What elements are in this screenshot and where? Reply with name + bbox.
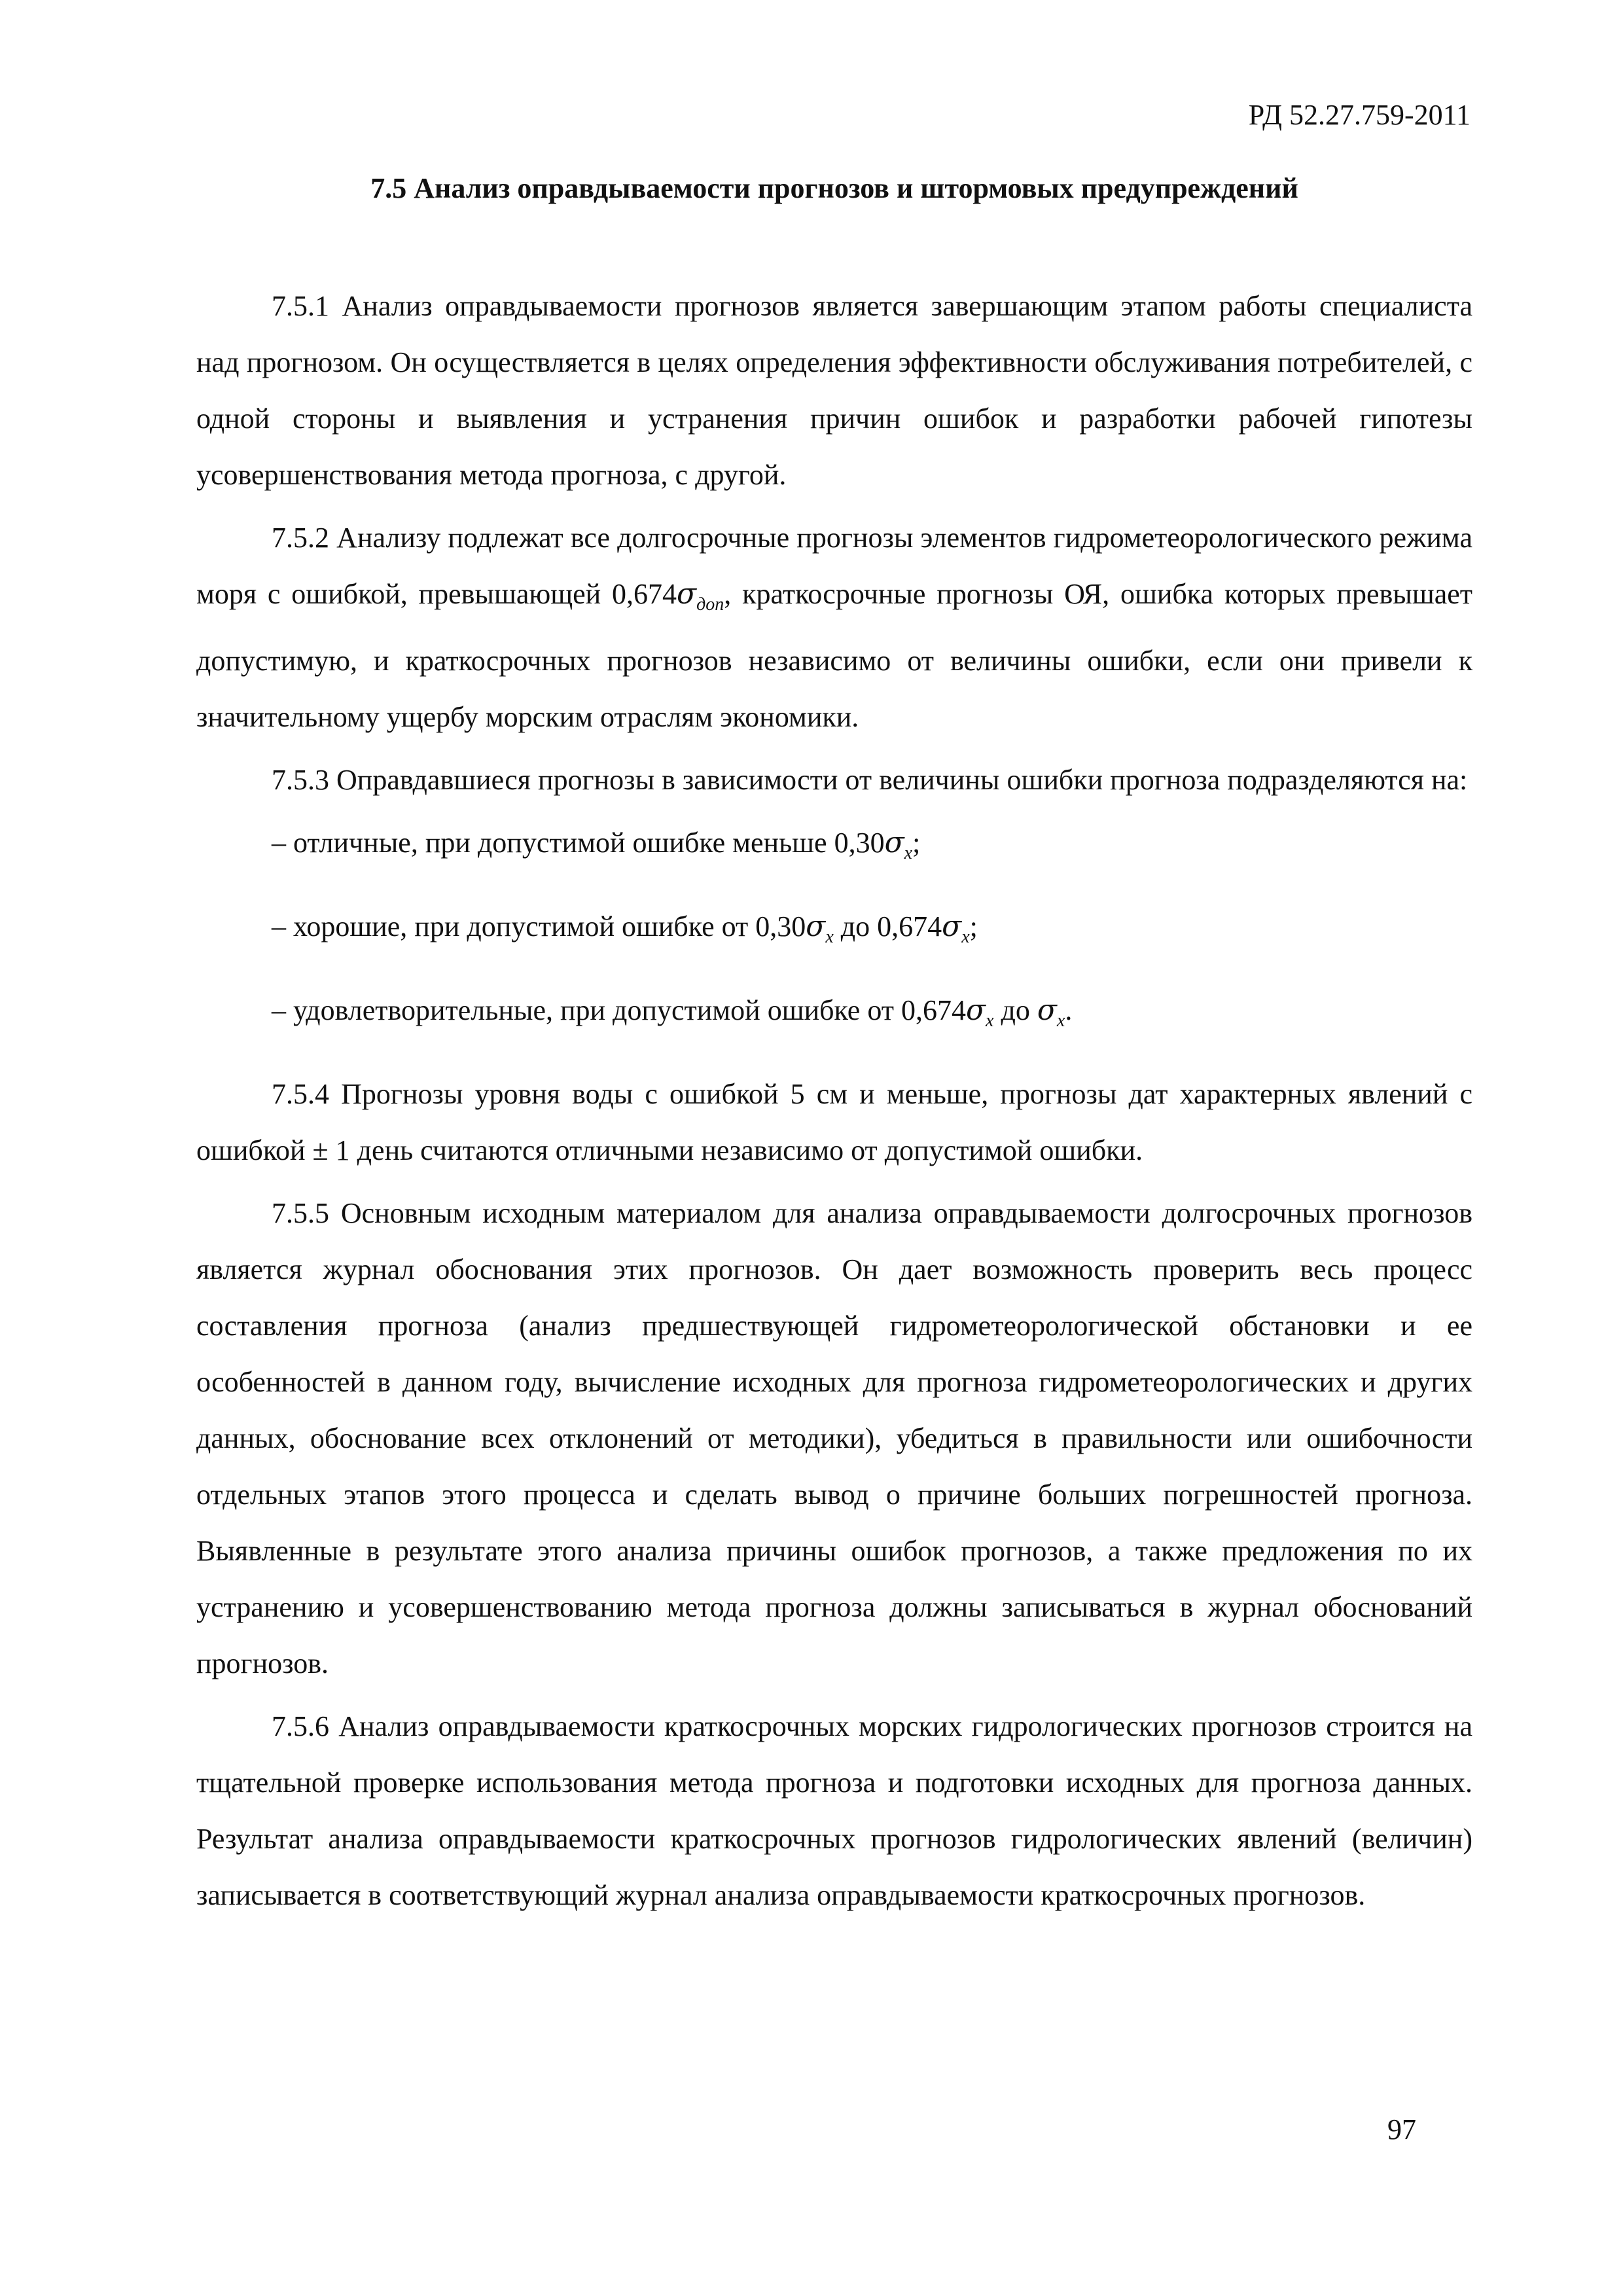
paragraph-7-5-4: 7.5.4 Прогнозы уровня воды с ошибкой 5 см и меньше, прогнозы дат характерных явлений с ошибкой ± 1 день считаются отличными независимо от допустимой ошибки. [196,1078,1472,1166]
list-item-end: . [1065,994,1073,1026]
list-item-end: ; [969,910,978,942]
paragraph-7-5-2-part-2: , краткосрочные прогнозы ОЯ, ошибка которых превышает допустимую, и краткосрочных прогнозов независимо от величины ошибки, если они привели к значительному ущербу морским отраслям экономики. [196,578,1472,733]
list-item-satisfactory-text: – удовлетворительные, при допустимой ошибке от 0,674 [272,994,966,1026]
paragraph-7-5-6: 7.5.6 Анализ оправдываемости краткосрочных морских гидрологических прогнозов строится на тщательной проверке использования метода прогноза и подготовки исходных для прогноза данных. Результат анализа оправдываемости краткосрочных прогнозов гидрологических явлений (величин) записывается в соответствующий журнал анализа оправдываемости краткосрочных прогнозов. [196,1710,1472,1911]
sigma-symbol: σ [806,910,826,943]
section-heading: 7.5 Анализ оправдываемости прогнозов и штормовых предупреждений [370,172,1298,204]
list-item-good [196,899,1472,965]
sigma-subscript: x [986,1011,994,1031]
sigma-subscript: x [904,843,913,863]
paragraph-7-5-1: 7.5.1 Анализ оправдываемости прогнозов является завершающим этапом работы специалиста над прогнозом. Он осуществляется в целях определения эффективности обслуживания потребителей, с одной стороны и выявления и устранения причин ошибок и разработки рабочей гипотезы усовершенствования метода прогноза, с другой. [196,290,1472,491]
paragraph-7-5-2 [196,510,1472,745]
list-item-satisfactory-mid: до [993,994,1037,1026]
sigma-subscript: x [825,927,834,947]
sigma-symbol: σ [942,910,962,943]
list-item-end: ; [912,827,921,859]
sigma-subscript: x [961,927,970,947]
sigma-symbol: σ [677,577,697,611]
document-code: РД 52.27.759-2011 [1248,99,1471,131]
sigma-symbol: σ [965,994,986,1027]
list-item-excellent [196,815,1472,882]
paragraph-7-5-5: 7.5.5 Основным исходным материалом для анализа оправдываемости долгосрочных прогнозов является журнал обоснования этих прогнозов. Он дает возможность проверить весь процесс составления прогноза (анализ предшествующей гидрометеорологической обстановки и ее особенностей в данном году, вычисление исходных для прогноза гидрометеорологических и других данных, обоснование всех отклонений от методики), убедиться в правильности или ошибочности отдельных этапов этого процесса и сделать вывод о причине больших погрешностей прогноза. Выявленные в результате этого анализа причины ошибок прогнозов, а также предложения по их устранению и усовершенствованию метода прогноза должны записываться в журнал обоснований прогнозов. [196,1197,1472,1679]
page-number: 97 [1387,2113,1416,2145]
paragraph-7-5-3: 7.5.3 Оправдавшиеся прогнозы в зависимости от величины ошибки прогноза подразделяются на: [272,764,1468,796]
paragraph-7-5-2-part-1: 7.5.2 Анализу подлежат все долгосрочные прогнозы элементов гидрометеорологического режима моря с ошибкой, превышающей 0,674 [196,522,1472,610]
sigma-subscript: x [1056,1011,1065,1031]
list-item-good-text: – хорошие, при допустимой ошибке от 0,30 [272,910,806,942]
sigma-subscript: доп [696,594,724,615]
list-item-excellent-text: – отличные, при допустимой ошибке меньше 0,30 [272,827,885,859]
list-item-satisfactory [196,982,1472,1049]
sigma-symbol: σ [884,826,904,859]
document-body [196,278,1472,1930]
sigma-symbol: σ [1037,994,1057,1027]
list-item-good-mid: до 0,674 [833,910,942,942]
